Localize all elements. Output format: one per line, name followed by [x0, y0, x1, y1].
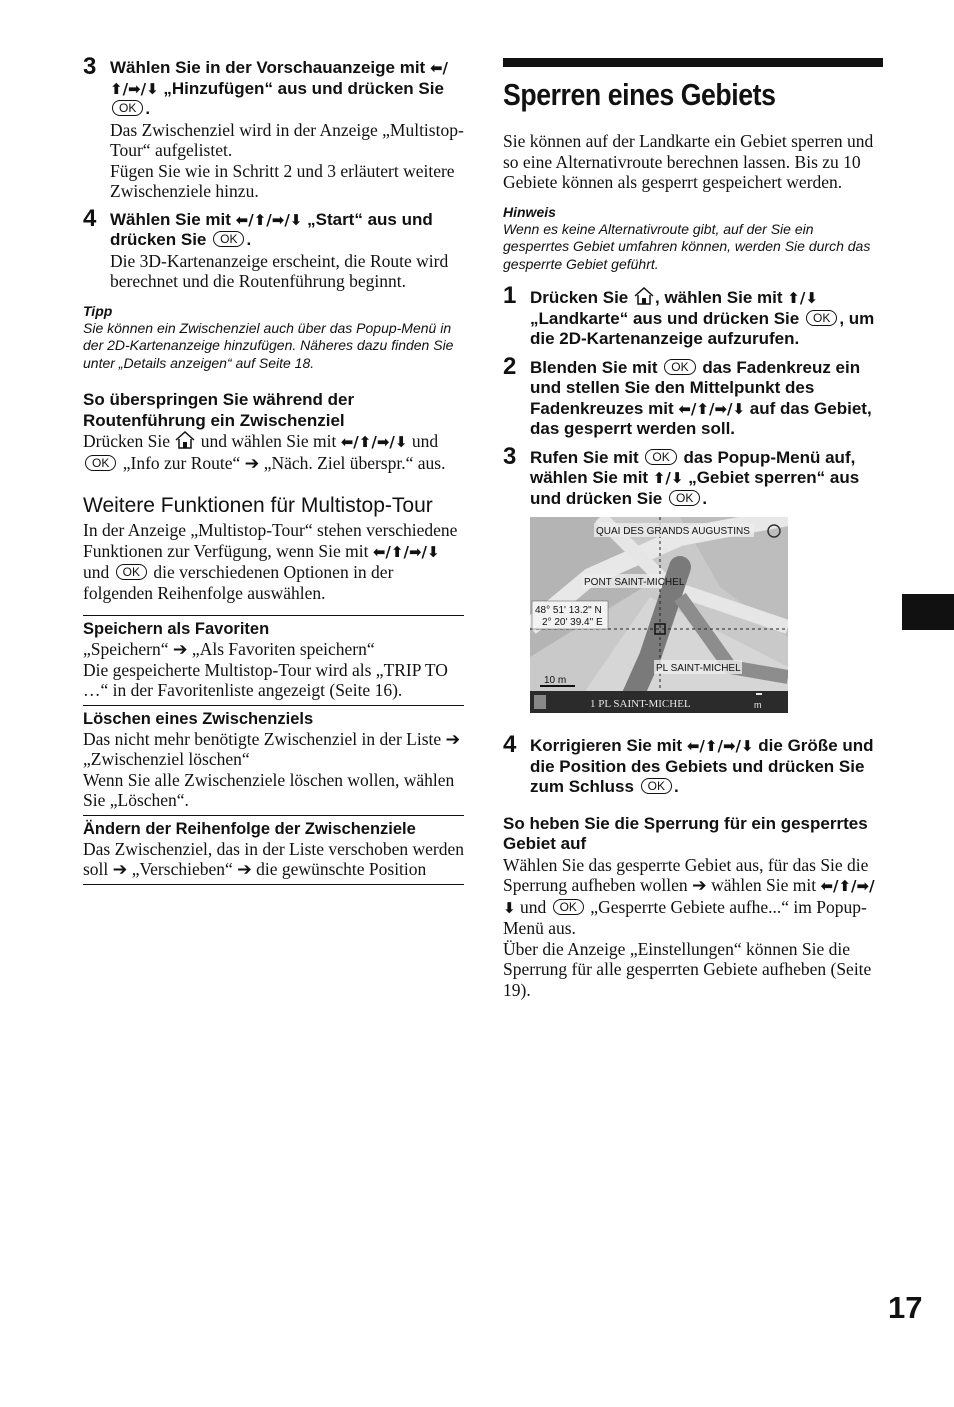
text: das Popup-Menü auf, wählen Sie mit	[530, 447, 856, 487]
ok-button-icon: OK	[645, 449, 676, 465]
step-heading	[530, 358, 883, 440]
note-title: Hinweis	[503, 203, 556, 220]
unlock-text	[503, 855, 883, 939]
step-number: 3	[83, 53, 97, 80]
left-column	[83, 53, 464, 885]
table-row	[83, 815, 464, 884]
step-number: 1	[503, 282, 517, 309]
table-row-line: Das nicht mehr benötigte Zwischenziel in der Liste ➔ „Zwischenziel löschen“	[83, 728, 461, 769]
text: .	[702, 488, 708, 508]
text: Drücken Sie	[530, 288, 629, 307]
step-1	[503, 282, 883, 350]
step-body: Die 3D-Kartenanzeige erscheint, die Route wird berechnet und die Routenführung beginnt.	[110, 250, 449, 291]
text: und wählen Sie mit	[200, 431, 337, 451]
map-street-mid: PONT SAINT-MICHEL	[584, 577, 685, 588]
step-heading	[110, 210, 464, 251]
step-heading-text: Wählen Sie mit	[110, 209, 231, 229]
text: Wählen Sie das gesperrte Gebiet aus, für das Sie die Sperrung aufheben wollen ➔ wählen Sie mit	[503, 854, 869, 895]
table-row-line: Die gespeicherte Multistop-Tour wird als „TRIP TO …“ in der Favoritenliste angezeigt (Seite 16).	[83, 659, 448, 700]
map-street-low: PL SAINT-MICHEL	[656, 663, 741, 674]
map-bar-address: 1 PL SAINT-MICHEL	[590, 698, 691, 710]
step-number: 3	[503, 442, 517, 470]
arrow-keys-icon: ⬆/⬇	[787, 289, 818, 307]
ok-button-icon: OK	[641, 778, 672, 794]
map-unit: m	[754, 700, 762, 710]
step-body: Das Zwischenziel wird in der Anzeige „Multistop-Tour“ aufgelistet.	[110, 119, 464, 160]
text: Drücken Sie	[83, 431, 170, 451]
more-functions-text	[83, 520, 464, 603]
intro-text: Sie können auf der Landkarte ein Gebiet sperren und so eine Alternativroute berechnen lassen. Bis zu 10 Gebiete können als gesperrt gespeichert werden.	[503, 131, 874, 192]
table-row	[83, 615, 464, 705]
table-row	[83, 705, 464, 815]
note-box	[503, 203, 883, 274]
step-4	[503, 731, 883, 798]
page-title: Sperren eines Gebiets	[503, 77, 776, 112]
text: „Landkarte“ aus und drücken Sie	[530, 308, 800, 328]
note-text: Wenn es keine Alternativroute gibt, auf der Sie ein gesperrtes Gebiet umfahren können, werden Sie durch das gesperrte Gebiet geführt.	[503, 220, 871, 272]
text: , um die 2D-Kartenanzeige aufzurufen.	[530, 308, 875, 348]
table-row-title: Speichern als Favoriten	[83, 620, 270, 638]
text: das Fadenkreuz ein und stellen Sie den Mittelpunkt des Fadenkreuzes mit	[530, 357, 861, 418]
text: und	[83, 562, 110, 582]
table-row-title: Ändern der Reihenfolge der Zwischenziele	[83, 819, 416, 838]
text: In der Anzeige „Multistop-Tour“ stehen verschiedene Funktionen zur Verfügung, wenn Sie mit	[83, 520, 458, 561]
ok-button-icon: OK	[116, 564, 147, 580]
skip-text	[83, 431, 464, 473]
ok-button-icon: OK	[553, 899, 584, 915]
step-number: 4	[83, 204, 97, 232]
tip-box	[83, 302, 464, 373]
skip-section	[83, 390, 464, 473]
ok-button-icon: OK	[213, 231, 244, 247]
table-row-line: Das Zwischenziel, das in der Liste verschoben werden soll ➔ „Verschieben“ ➔ die gewünschte Position	[83, 838, 464, 879]
more-functions-heading: Weitere Funktionen für Multistop-Tour	[83, 494, 433, 517]
text: und	[411, 431, 439, 451]
text: die Größe und die Position des Gebiets und drücken Sie zum Schluss	[530, 736, 874, 796]
home-icon	[633, 287, 655, 305]
map-scale: 10 m	[544, 675, 567, 686]
map-longitude: 2° 20' 39.4" E	[542, 617, 603, 628]
arrow-keys-icon: ⬅/⬆/➡/⬇	[340, 433, 408, 451]
arrow-keys-icon: ⬅/⬆/➡/⬇	[678, 399, 746, 418]
step-heading-text: Wählen Sie in der Vorschauanzeige mit	[110, 58, 426, 77]
ok-button-icon: OK	[112, 100, 143, 116]
step-number: 4	[503, 731, 517, 758]
step-3-left	[83, 53, 464, 202]
step-4-left	[83, 204, 464, 292]
step-heading	[530, 736, 883, 798]
chapter-tab	[902, 594, 954, 630]
text: und	[519, 896, 547, 917]
step-heading	[530, 287, 883, 350]
text: die verschiedenen Optionen in der folgenden Reihenfolge auswählen.	[83, 562, 394, 603]
step-2	[503, 352, 883, 440]
table-row-title: Löschen eines Zwischenziels	[83, 709, 314, 728]
arrow-keys-icon: ⬅/⬆/➡/⬇	[235, 210, 303, 229]
table-row-line: Wenn Sie alle Zwischenziele löschen wollen, wählen Sie „Löschen“.	[83, 769, 455, 810]
home-icon	[174, 431, 196, 449]
map-latitude: 48° 51' 13.2" N	[535, 605, 602, 616]
text: Blenden Sie mit	[530, 357, 658, 377]
arrow-keys-icon: ⬅/⬆/➡/⬇	[686, 737, 754, 755]
step-heading	[530, 448, 883, 510]
text: Korrigieren Sie mit	[530, 736, 683, 755]
unlock-heading: So heben Sie die Sperrung für ein gesperrtes Gebiet auf	[503, 813, 868, 853]
map-screenshot	[530, 517, 788, 713]
table-row-line: „Speichern“ ➔ „Als Favoriten speichern“	[83, 639, 375, 659]
text: Rufen Sie mit	[530, 447, 639, 467]
steps-list	[503, 282, 883, 798]
unlock-text-2: Über die Anzeige „Einstellungen“ können Sie die Sperrung für alle gesperrten Gebiete aufheben (Seite 19).	[503, 938, 872, 1000]
tip-text: Sie können ein Zwischenziel auch über das Popup-Menü in der 2D-Kartenanzeige hinzufügen. Näheres dazu finden Sie unter „Details anzeigen“ auf Seite 18.	[83, 319, 454, 371]
text: auf das Gebiet, das gesperrt werden soll.	[530, 398, 872, 438]
step-3	[503, 442, 883, 729]
arrow-keys-icon: ⬆/⬇	[652, 469, 684, 487]
text: „Gebiet sperren“ aus und drücken Sie	[530, 468, 860, 508]
punctuation: .	[246, 230, 252, 249]
text: „Gesperrte Gebiete aufhe...“ im Popup-Menü aus.	[503, 896, 867, 938]
map-street-top: QUAI DES GRANDS AUGUSTINS	[596, 526, 750, 537]
page-number: 17	[888, 1290, 923, 1325]
arrow-keys-icon: ⬅/⬆/➡/⬇	[110, 59, 448, 98]
step-body: Fügen Sie wie in Schritt 2 und 3 erläutert weitere Zwischenziele hinzu.	[110, 160, 455, 201]
unlock-section	[503, 814, 883, 1001]
ok-button-icon: OK	[669, 490, 700, 506]
text: .	[674, 777, 679, 796]
tip-title: Tipp	[83, 302, 113, 319]
arrow-keys-icon: ⬅/⬆/➡/⬇	[503, 877, 875, 917]
ok-button-icon: OK	[806, 310, 837, 326]
step-number: 2	[503, 352, 517, 380]
punctuation: .	[145, 99, 151, 118]
text: , wählen Sie mit	[655, 288, 783, 307]
right-column	[503, 58, 883, 1000]
text: „Info zur Route“ ➔ „Näch. Ziel überspr.“ aus.	[122, 452, 446, 473]
ok-button-icon: OK	[85, 455, 116, 471]
arrow-keys-icon: ⬅/⬆/➡/⬇	[372, 542, 440, 561]
step-heading-text: „Hinzufügen“ aus und drücken Sie	[163, 78, 444, 98]
ok-button-icon: OK	[664, 359, 695, 375]
step-heading-text: „Start“ aus und drücken Sie	[110, 209, 433, 249]
skip-heading: So überspringen Sie während der Routenführung ein Zwischenziel	[83, 390, 355, 430]
functions-table	[83, 615, 464, 885]
step-heading	[110, 58, 464, 120]
title-rule	[503, 58, 883, 67]
